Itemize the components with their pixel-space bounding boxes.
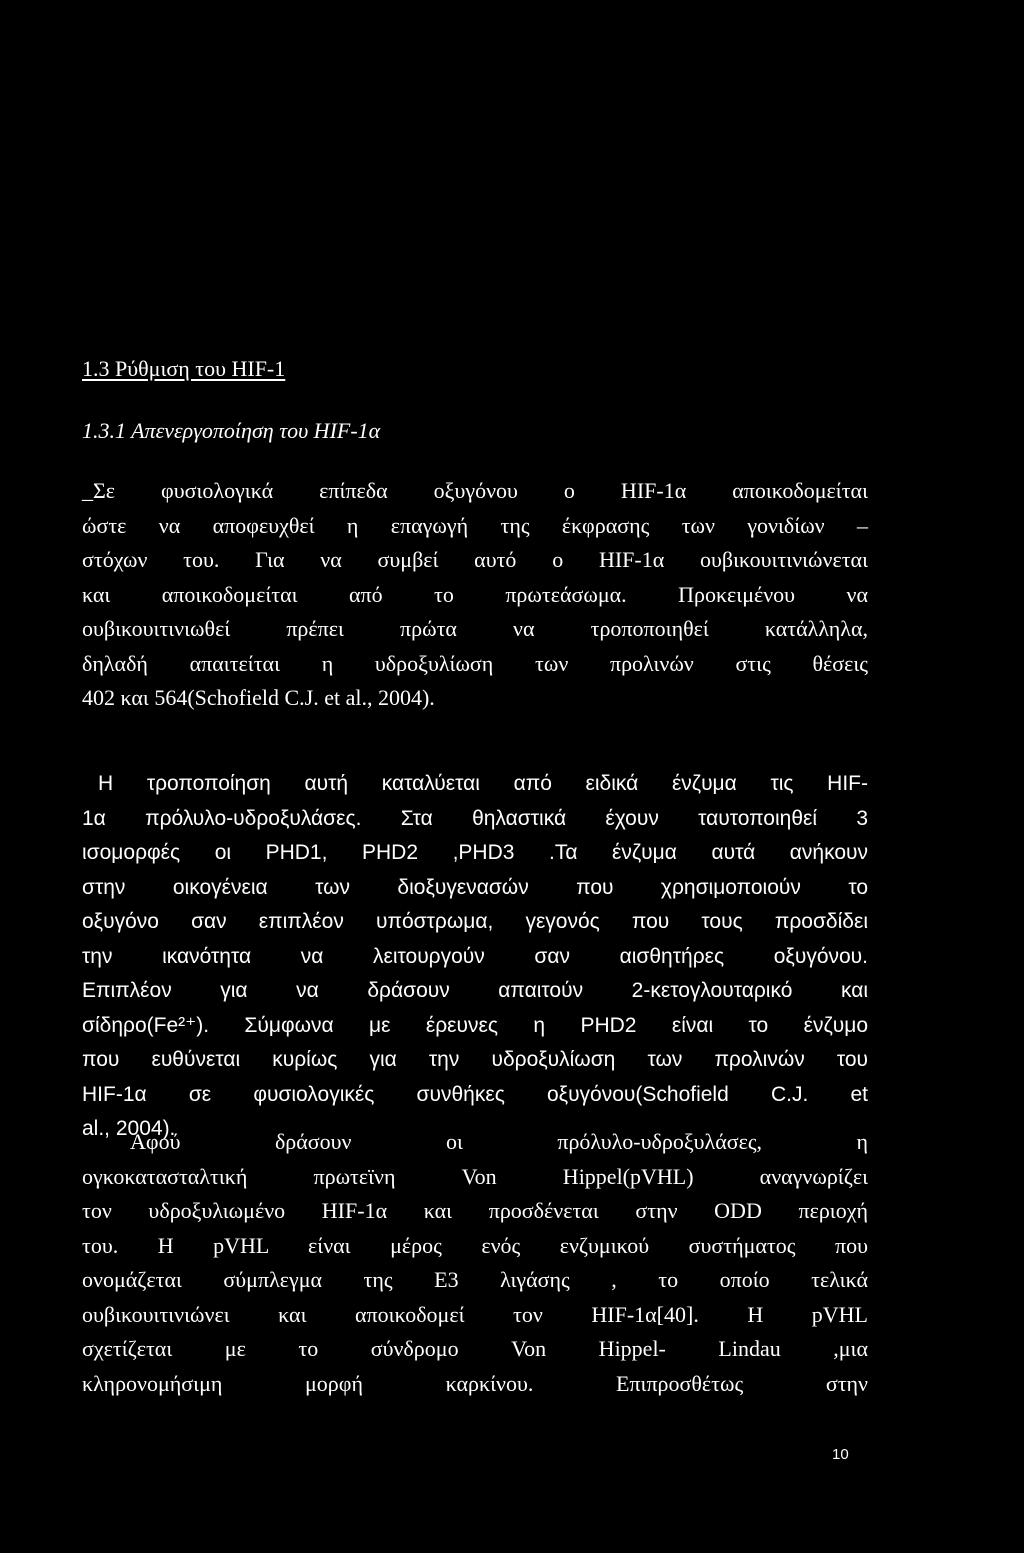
paragraph-line: την ικανότητα να λειτουργούν σαν αισθητήρες οξυγόνου. bbox=[82, 944, 868, 968]
paragraph-line: κληρονομήσιμη μορφή καρκίνου. Επιπροσθέτως στην bbox=[82, 1370, 868, 1396]
paragraph-line: στόχων του. Για να συμβεί αυτό ο HIF-1α ουβικουιτινιώνεται bbox=[82, 547, 868, 572]
paragraph-line: HIF-1α σε φυσιολογικές συνθήκες οξυγόνου(Schofield C.J. et bbox=[82, 1082, 868, 1106]
paragraph-line: _Σε φυσιολογικά επίπεδα οξυγόνου ο HIF-1α αποικοδομείται bbox=[82, 478, 868, 503]
paragraph-line: στην οικογένεια των διοξυγενασών που χρησιμοποιούν το bbox=[82, 875, 868, 899]
paragraph-line: δηλαδή απαιτείται η υδροξυλίωση των προλινών στις θέσεις bbox=[82, 650, 868, 676]
subsection-heading: 1.3.1 Απενεργοποίηση του HIF-1α bbox=[82, 418, 381, 443]
paragraph-3 bbox=[82, 1125, 868, 1401]
paragraph-line: al., 2004). bbox=[82, 1117, 176, 1140]
paragraph-line: Επιπλέον για να δράσουν απαιτούν 2-κετογλουταρικό και bbox=[82, 979, 868, 1002]
paragraph-line: 402 και 564(Schofield C.J. et al., 2004). bbox=[82, 685, 435, 710]
paragraph-line: σχετίζεται με το σύνδρομο Von Hippel- Lindau ,μια bbox=[82, 1336, 868, 1361]
paragraph-line: ισομορφές οι PHD1, PHD2 ,PHD3 .Τα ένζυμα αυτά ανήκουν bbox=[82, 841, 868, 864]
paragraph-line: που ευθύνεται κυρίως για την υδροξυλίωση των προλινών του bbox=[82, 1048, 868, 1071]
paragraph-line: Η τροποποίηση αυτή καταλύεται από ειδικά ένζυμα τις HIF- bbox=[98, 772, 868, 795]
paragraph-line: ουβικουιτινιωθεί πρέπει πρώτα να τροποποιηθεί κατάλληλα, bbox=[82, 616, 868, 641]
page-number: 10 bbox=[832, 1446, 849, 1463]
paragraph-line: Αφού δράσουν οι πρόλυλο-υδροξυλάσες, η bbox=[130, 1129, 868, 1154]
paragraph-2 bbox=[82, 767, 868, 1147]
paragraph-line: ογκοκατασταλτική πρωτεϊνη Von Hippel(pVHL) αναγνωρίζει bbox=[82, 1163, 868, 1189]
paragraph-line: και αποικοδομείται από το πρωτεάσωμα. Προκειμένου να bbox=[82, 581, 868, 607]
paragraph-line: οξυγόνο σαν επιπλέον υπόστρωμα, γεγονός που τους προσδίδει bbox=[82, 910, 868, 933]
paragraph-line: 1α πρόλυλο-υδροξυλάσες. Στα θηλαστικά έχουν ταυτοποιηθεί 3 bbox=[82, 806, 868, 830]
paragraph-line: σίδηρο(Fe²⁺). Σύμφωνα με έρευνες η PHD2 είναι το ένζυμο bbox=[82, 1013, 868, 1037]
paragraph-line: ονομάζεται σύμπλεγμα της E3 λιγάσης , το οποίο τελικά bbox=[82, 1267, 868, 1292]
paragraph-line: ώστε να αποφευχθεί η επαγωγή της έκφρασης των γονιδίων – bbox=[82, 512, 868, 538]
paragraph-line: τον υδροξυλιωμένο HIF-1α και προσδένεται στην ODD περιοχή bbox=[82, 1198, 868, 1223]
paragraph-line: του. Η pVHL είναι μέρος ενός ενζυμικού συστήματος που bbox=[82, 1232, 868, 1258]
section-heading: 1.3 Ρύθμιση του HIF-1 bbox=[82, 356, 286, 381]
paragraph-1 bbox=[82, 474, 868, 716]
paragraph-line: ουβικουιτινιώνει και αποικοδομεί τον HIF-1α[40]. Η pVHL bbox=[82, 1301, 868, 1327]
